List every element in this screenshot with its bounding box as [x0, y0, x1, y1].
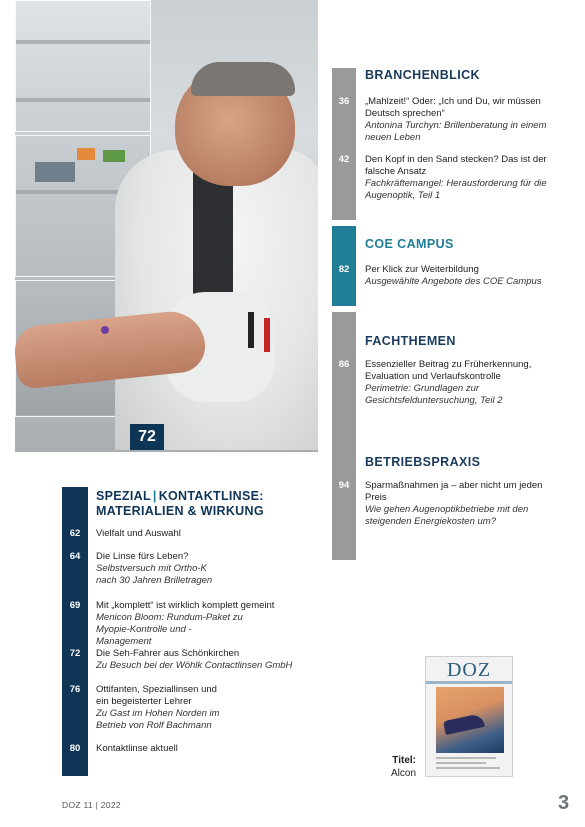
toc-subtitle: Menicon Bloom: Rundum-Paket zu Myopie-Kontrolle und -Management: [96, 612, 243, 647]
section-heading: BRANCHENBLICK: [365, 68, 480, 82]
section-bar: [332, 446, 356, 560]
toc-title: Kontaktlinse aktuell: [96, 743, 178, 754]
toc-page-number: 82: [338, 264, 350, 275]
toc-page-number: 86: [338, 359, 350, 370]
contact-lens: [101, 326, 109, 334]
toc-subtitle: Selbstversuch mit Ortho-K nach 30 Jahren Brilletragen: [96, 563, 213, 586]
spezial-separator: |: [152, 489, 157, 503]
spezial-subtopic: MATERIALIEN & WIRKUNG: [96, 504, 264, 518]
toc-title: „Mahlzeit!“ Oder: „Ich und Du, wir müssen Deutsch sprechen“: [365, 96, 541, 119]
section-coe-campus: [332, 226, 558, 306]
section-heading: FACHTHEMEN: [365, 334, 456, 348]
pen: [248, 312, 254, 348]
toc-page-number: 80: [69, 743, 81, 754]
toc-subtitle: Perimetrie: Grundlagen zur Gesichtsfelduntersuchung, Teil 2: [365, 383, 503, 406]
section-bar: [332, 312, 356, 446]
toc-title: Vielfalt und Auswahl: [96, 528, 181, 539]
page-number: 3: [558, 792, 570, 814]
pen: [264, 318, 270, 352]
cover-text-line: [436, 757, 496, 759]
toc-title: Ottifanten, Speziallinsen und ein begeisterter Lehrer: [96, 684, 217, 707]
cover-credit-label: Titel:: [392, 755, 416, 766]
section-heading: COE CAMPUS: [365, 237, 454, 251]
photo-frame: [15, 0, 151, 132]
section-branchenblick: [332, 68, 558, 220]
section-bar: [332, 68, 356, 220]
toc-page-number: 94: [338, 480, 350, 491]
toc-title: Essenzieller Beitrag zu Früherkennung, Evaluation und Verlaufskontrolle: [365, 359, 532, 382]
cover-text-line: [436, 762, 486, 764]
toc-page-number: 42: [338, 154, 350, 165]
toc-subtitle: Zu Gast im Hohen Norden im Betrieb von Rolf Bachmann: [96, 708, 220, 731]
issue-footer: DOZ 11 | 2022: [62, 800, 121, 810]
toc-page-number: 69: [69, 600, 81, 611]
spezial-topic: KONTAKTLINSE:: [158, 489, 264, 503]
toc-title: Die Linse fürs Leben?: [96, 551, 189, 562]
toc-subtitle: Zu Besuch bei der Wöhlk Contactlinsen GmbH: [96, 660, 293, 671]
spezial-heading: [96, 489, 264, 519]
toc-page-number: 36: [338, 96, 350, 107]
cover-story-photo: [15, 0, 318, 452]
cover-thumbnail[interactable]: [425, 656, 513, 777]
section-betriebspraxis: [332, 446, 558, 560]
toc-subtitle: Antonina Turchyn: Brillenberatung in einem neuen Leben: [365, 120, 547, 143]
toc-page-number: 72: [69, 648, 81, 659]
toc-page-number: 62: [69, 528, 81, 539]
toc-title: Die Seh-Fahrer aus Schönkirchen: [96, 648, 240, 659]
person-hair: [191, 62, 295, 96]
spezial-label: SPEZIAL: [96, 489, 151, 503]
toc-title: Den Kopf in den Sand stecken? Das ist der falsche Ansatz: [365, 154, 547, 177]
toc-subtitle: Wie gehen Augenoptikbetriebe mit den steigenden Energiekosten um?: [365, 504, 529, 527]
toc-title: Sparmaßnahmen ja – aber nicht um jeden Preis: [365, 480, 543, 503]
toc-subtitle: Ausgewählte Angebote des COE Campus: [365, 276, 542, 287]
cover-text-line: [436, 767, 500, 769]
toc-page-number: 76: [69, 684, 81, 695]
cover-tagline: [426, 681, 512, 684]
section-heading: BETRIEBSPRAXIS: [365, 455, 481, 469]
doz-logo: DOZ: [446, 659, 492, 681]
photo-page-badge[interactable]: 72: [130, 424, 164, 450]
section-fachthemen: [332, 312, 558, 446]
toc-page-number: 64: [69, 551, 81, 562]
toc-title: Per Klick zur Weiterbildung: [365, 264, 479, 275]
cover-credit-value: Alcon: [390, 768, 416, 779]
toc-subtitle: Fachkräftemangel: Herausforderung für die Augenoptik, Teil 1: [365, 178, 547, 201]
cover-image: [436, 687, 504, 753]
toc-title: Mit „komplett“ ist wirklich komplett gemeint: [96, 600, 275, 611]
